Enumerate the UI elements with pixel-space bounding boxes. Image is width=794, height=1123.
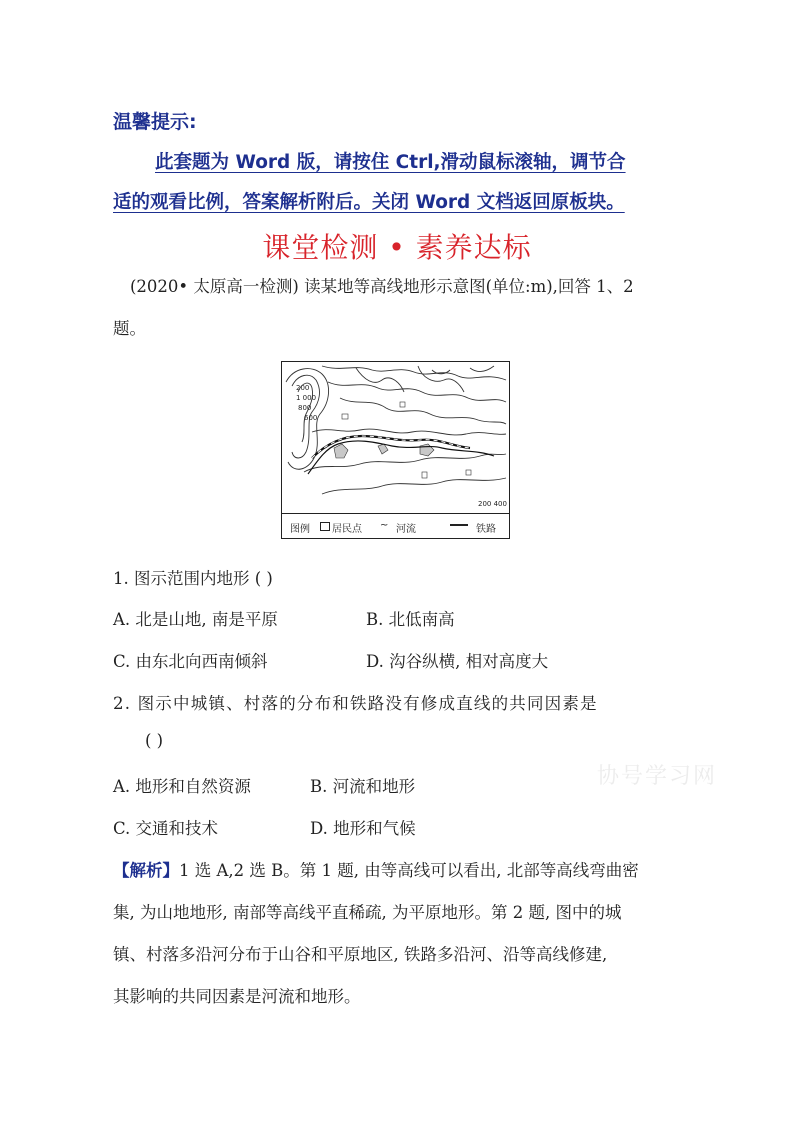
map-scale: 200 400 <box>478 500 507 508</box>
legend-railway: 铁路 <box>476 524 496 535</box>
contour-map <box>282 362 508 512</box>
railway-legend-icon <box>450 524 468 526</box>
q2-option-a: A. 地形和自然资源 <box>113 777 251 796</box>
analysis-line-1-text: 1 选 A,2 选 B。第 1 题, 由等高线可以看出, 北部等高线弯曲密 <box>179 861 639 880</box>
contour-map-figure <box>281 361 510 539</box>
contour-lines <box>286 366 506 494</box>
analysis-line-2: 集, 为山地地形, 南部等高线平直稀疏, 为平原地形。第 2 题, 图中的城 <box>113 903 622 922</box>
legend-river: 河流 <box>396 524 416 535</box>
q1-option-c: C. 由东北向西南倾斜 <box>113 652 268 671</box>
q1-option-b: B. 北低南高 <box>366 610 455 629</box>
analysis-tag: 【解析】 <box>113 861 179 880</box>
q2-option-b: B. 河流和地形 <box>310 777 416 796</box>
q2-option-d: D. 地形和气候 <box>310 819 416 838</box>
q1-stem: 1. 图示范围内地形 ( ) <box>113 569 273 588</box>
legend-title: 图例 <box>290 524 310 535</box>
section-heading: 课堂检测 • 素养达标 <box>262 231 532 264</box>
watermark: 协号学习网 <box>597 764 718 789</box>
contour-label-600: 600 <box>304 414 318 422</box>
intro-line-1: (2020• 太原高一检测) 读某地等高线地形示意图(单位:m),回答 1、2 <box>130 277 634 296</box>
q1-option-d: D. 沟谷纵横, 相对高度大 <box>366 652 549 671</box>
tip-line-1 <box>155 148 626 174</box>
q2-stem: 2. 图示中城镇、村落的分布和铁路没有修成直线的共同因素是 <box>113 694 598 713</box>
tip-line-2-text: 适的观看比例，答案解析附后。关闭 Word 文档返回原板块。 <box>113 192 625 213</box>
q1-option-a: A. 北是山地, 南是平原 <box>113 610 278 629</box>
analysis-line-4: 其影响的共同因素是河流和地形。 <box>113 987 361 1006</box>
tip-line-2 <box>113 188 625 214</box>
map-legend <box>282 513 509 538</box>
tip-line-1-text: 此套题为 Word 版，请按住 Ctrl,滑动鼠标滚轴，调节合 <box>155 152 626 173</box>
contour-label-800: 800 <box>298 404 312 412</box>
contour-label-1000: 1 000 <box>296 394 317 402</box>
settlement-legend-icon <box>320 522 330 531</box>
contour-label-200: 200 <box>296 384 310 392</box>
analysis-line-1 <box>113 857 639 881</box>
q2-paren: ( ) <box>145 731 164 750</box>
q2-option-c: C. 交通和技术 <box>113 819 219 838</box>
legend-settlement: 居民点 <box>332 524 362 535</box>
river-legend-icon: ~ <box>380 520 389 531</box>
analysis-line-3: 镇、村落多沿河分布于山谷和平原地区, 铁路多沿河、沿等高线修建, <box>113 945 608 964</box>
tip-title: 温馨提示: <box>113 111 197 133</box>
intro-line-2: 题。 <box>113 319 146 338</box>
